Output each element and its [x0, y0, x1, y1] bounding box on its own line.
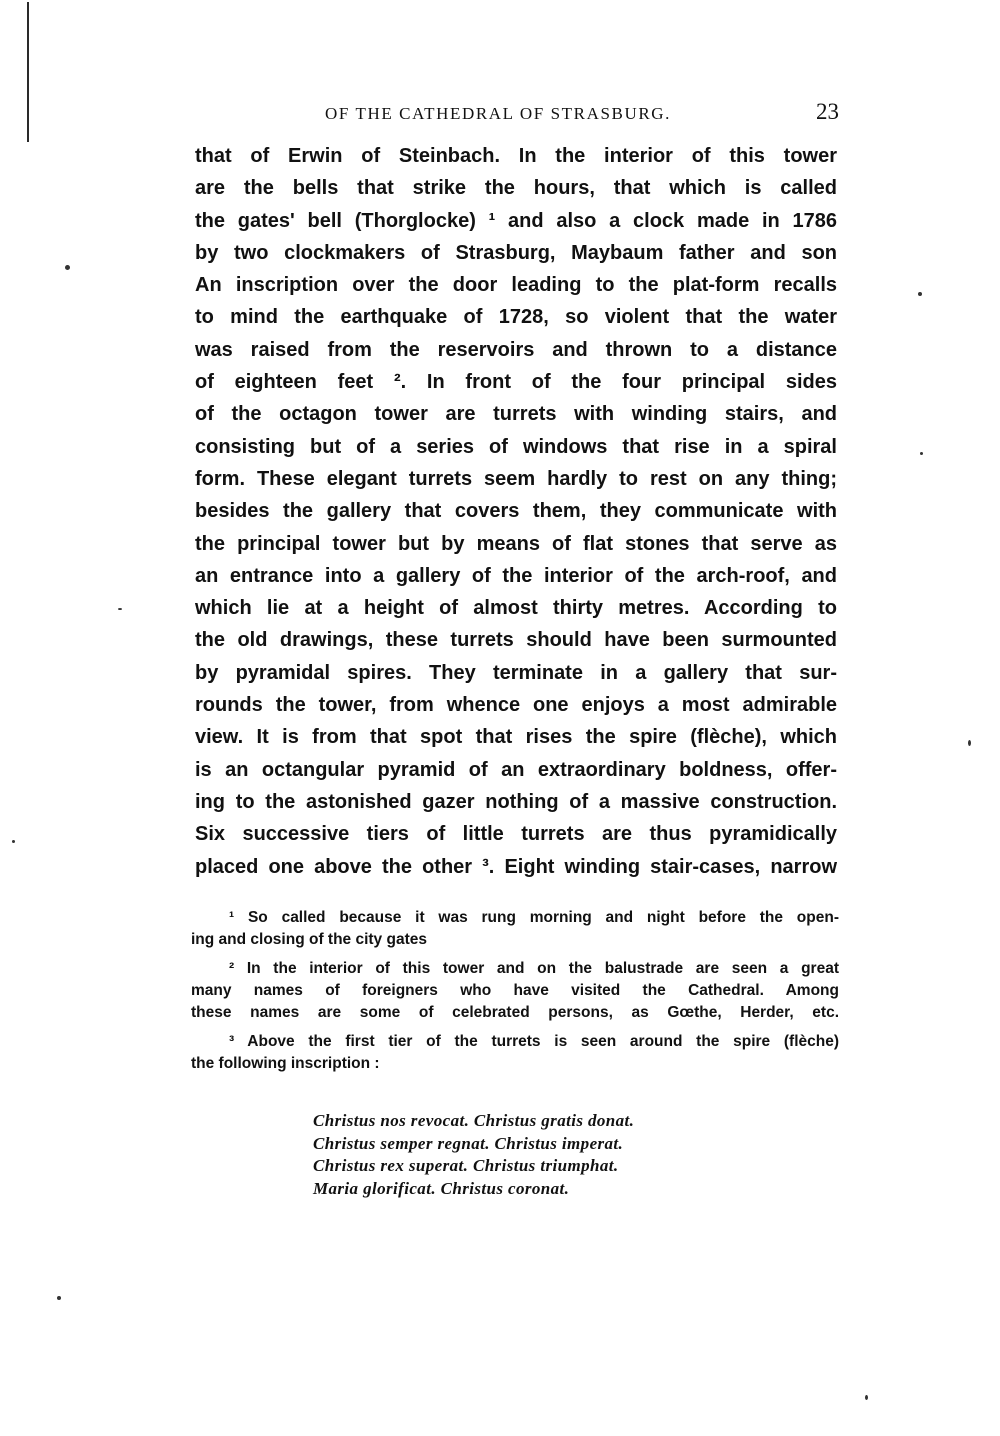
inscription-line: Christus nos revocat. Christus gratis donat. — [313, 1111, 635, 1130]
text-line: of eighteen feet ². In front of the four principal sides — [195, 371, 837, 394]
scan-speck — [12, 840, 15, 843]
page-header — [195, 99, 845, 130]
text-line: is an octangular pyramid of an extraordinary boldness, offer- — [195, 758, 837, 781]
text-line: was raised from the reservoirs and thrown to a distance — [195, 338, 837, 361]
inscription-line: Christus rex superat. Christus triumphat. — [313, 1156, 619, 1175]
footnote-line: many names of foreigners who have visited the Cathedral. Among — [191, 982, 839, 999]
footnotes — [191, 907, 839, 1082]
text-line: Six successive tiers of little turrets are thus pyramidically — [195, 823, 837, 846]
footnote-line: ¹ So called because it was rung morning and night before the open- — [229, 909, 839, 926]
footnote-line: these names are some of celebrated persons, as Gœthe, Herder, etc. — [191, 1004, 839, 1021]
text-line: which lie at a height of almost thirty metres. According to — [195, 597, 837, 620]
text-line: to mind the earthquake of 1728, so violent that the water — [195, 306, 837, 329]
text-line: ing to the astonished gazer nothing of a massive construction. — [195, 790, 837, 813]
text-line: that of Erwin of Steinbach. In the interior of this tower — [195, 145, 837, 167]
page-number: 23 — [816, 99, 839, 124]
main-text — [195, 140, 837, 883]
scan-speck — [968, 740, 971, 746]
running-head: OF THE CATHEDRAL OF STRASBURG. — [325, 104, 672, 123]
margin-rule — [27, 2, 29, 142]
footnote-1 — [191, 907, 839, 951]
scan-speck — [118, 608, 122, 610]
text-line: by two clockmakers of Strasburg, Maybaum father and son — [195, 241, 837, 264]
footnote-3 — [191, 1031, 839, 1075]
footnote-line: the following inscription : — [191, 1055, 380, 1072]
text-line: view. It is from that spot that rises the spire (flèche), which — [195, 726, 837, 749]
text-line: the old drawings, these turrets should have been surmounted — [195, 629, 837, 652]
inscription-line: Maria glorificat. Christus coronat. — [313, 1178, 570, 1198]
text-line: An inscription over the door leading to the plat-form recalls — [195, 274, 837, 297]
text-line: are the bells that strike the hours, that which is called — [195, 177, 837, 200]
text-line: an entrance into a gallery of the interior of the arch-roof, and — [195, 564, 837, 587]
text-line: rounds the tower, from whence one enjoys a most admirable — [195, 694, 837, 717]
text-line: placed one above the other ³. Eight winding stair-cases, narrow — [195, 855, 837, 878]
text-line: the principal tower but by means of flat stones that serve as — [195, 532, 837, 555]
text-line: form. These elegant turrets seem hardly to rest on any thing; — [195, 467, 837, 490]
footnote-line: ² In the interior of this tower and on the balustrade are seen a great — [229, 960, 839, 977]
inscription-line: Christus semper regnat. Christus imperat. — [313, 1133, 624, 1153]
scan-speck — [865, 1395, 868, 1400]
text-line: of the octagon tower are turrets with winding stairs, and — [195, 403, 837, 426]
footnote-2 — [191, 958, 839, 1024]
text-line: by pyramidal spires. They terminate in a gallery that sur- — [195, 661, 837, 684]
footnote-line: ³ Above the first tier of the turrets is seen around the spire (flèche) — [229, 1033, 839, 1050]
latin-inscription — [313, 1110, 634, 1200]
scan-speck — [57, 1296, 61, 1300]
text-line: the gates' bell (Thorglocke) ¹ and also a clock made in 1786 — [195, 209, 837, 232]
footnote-line: ing and closing of the city gates — [191, 931, 427, 948]
scan-speck — [920, 452, 923, 455]
text-line: consisting but of a series of windows that rise in a spiral — [195, 435, 837, 458]
text-line: besides the gallery that covers them, they communicate with — [195, 500, 837, 523]
scan-speck — [65, 265, 70, 270]
scan-speck — [918, 292, 922, 296]
